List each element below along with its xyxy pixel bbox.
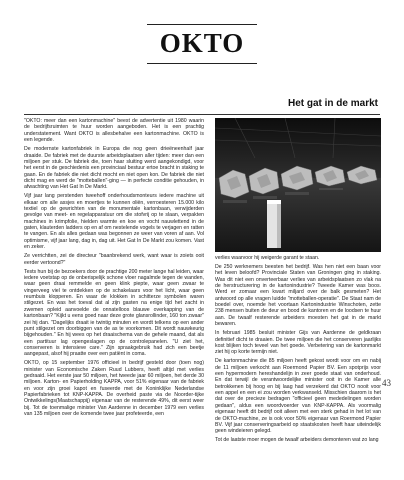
masthead-title: OKTO: [159, 28, 245, 58]
paragraph: In februari 1985 besluit minister Gijs van Aardenne de geldkraan definitief dicht te draaien. De twee miljoen die het conserveren jaarlijks kost blijken toch teveel van het goede. Verbetering van de kartonmarkt ziet hij op korte termijn niet.: [215, 330, 381, 356]
paragraph: OKTO, op 15 september 1976 officieel in bedrijf gesteld door (toen nog) minister van Economische Zaken Ruud Lubbers, heeft altijd met verlies gedraaid. Het eerste jaar 50 miljoen, het tweede jaar 60 miljoen, het derde 30 miljoen. Karton- en Papierholding KAPPA, voor 51% eigenaar van de fabriek en voor zijn groei kapot en fuseerde met de Koninklijke Nederlandse Papierfabrieken tot KNP-KAPPA. De overheid paste via de Noorder-tijke Ontwikkelings(Maatschappij) eigenaar van de resterende 49%, dit eerst weer bij. Tot de toenmalige minister Van Aardenne in december 1979 een verlies van 135 miljoen over de komende twee jaar profeteerde, een: [24, 360, 204, 418]
paragraph: Tot de laatste moer mogen de twaalf arbeiders demonteren wat zo lang: [215, 437, 379, 444]
article-right-column: [215, 264, 381, 470]
paragraph: Tests hun bij de bezoekers door de prachtige 200 meter lange hal leiden, waar iedere voetstap op de onberispelijk schone vloer nagalmde tegen de wanden, waar geen draai remmelde en geen klink piepte, waar geen zwaar te vingerveeg viel te ontdekken op de schakelaars voor het licht, waar geen reumbuis klopperen. En waar de klokken in schitterze symbolen waren stilgezet. En was het toeval dat al zijn gasten na enige tijd het zacht in zwemen opleid aanvoelde de onnatelloos blauwe overkapping van de kartonbaan? "Kijkt u eens goed naar deze grote glansrollinder, 160 ton zwaar" zei hij dan. "Dagelijks draait ie twintig minuten en wordt telkens op een ander punt stilgezet om doorbiggen van de as te voorkomen. Dit wordt nauwkeurig bijgehouden." En hij wees op het draaischema van de gehele maand, dat als een partituur lag opengeslagen op de controlepanelen. "U ziet het, conserveren is intensieve care." Zijn spraakgebruik had zich een beetje aangepast, alsof hij praatte over een patiënt in coma.: [24, 268, 204, 358]
masthead: [147, 24, 257, 64]
paragraph: "OKTO: meer dan een kartonmachine" beest de advertentie uit 1980 waarin de bedrijfsruimten te huur worden aangeboden. Het is een prachtig understatement. Want OKTO is allesbehalve een kartonmachine. OKTO is een legende.: [24, 118, 204, 144]
factory-hall-illustration: [215, 118, 381, 252]
paragraph: De modernste kartonfabriek in Europa die nog geen drieëneenhalf jaar draaide. De fabriek met de duurste arbeidsplaatsen aller tijden: meer dan een miljoen per stuk. De fabriek die, toen haar sluiting werd aangekondigd, voor het eerst in de geschiedenis een provinciaal bestuur ertoe bracht in staking te gaan. En de fabriek die niet dicht mocht en niet open kon. De fabriek die niet dicht mag en werd de "motteballen"-ging — in perfecte conditie gehouden, in afwachting van Het Gat In De Markt.: [24, 146, 204, 191]
article-headline: Het gat in de markt: [287, 98, 378, 109]
paragraph: De 250 werknemers beesten het bedrijf. Was hen niet een baan voor het leven beloofd? Provinciale Staten van Groningen ging in staking. Was dit niet een onverteerbaar verlies van arbeidsplaatsen zo vlak na de herstructurering in de kartonindustrie? Tweede Kamer was boos. Werd er zomaar een kwart miljard over de balk gesmeten? Het antwoord op alle vragen luidde "motteballen-operatie". De Staat nam de boedel over, noemde het voortaan Kartonindustrie Winschoten, zette 238 mensen buiten de deur en bood de kantoren en de loodsen te huur aan. De twaalf resterende arbeiders moesten het gat in de markt bewaren.: [215, 264, 381, 328]
article-rule: [24, 114, 380, 115]
factory-hall-photo: [215, 118, 381, 252]
masthead-top-rule: [147, 24, 257, 25]
page-number: 43: [382, 378, 391, 388]
paragraph: Vijf jaar lang perstenden tweehoff onderhoudsmonteurs iedere machine uit elkaar om alle assjes en moertjes te kunnen oliën, verroesteren 15.000 kilo textiel op de gewrichten van de monumentale kartonbaan, verwijderden gevolge van meet- en regelapparatuur om die stofvrij op te slaan, verpakten machines in krimpfolie, hielden warmte en koe en vocht nauwlettend in de gaten, klauterden ladders op en af om nestelende vogels te verjagen en ratten te vangen. En als alles gedaan was begonnen ze weer van voren af aan. Vol optimisme, vijf jaar lang, dag in, dag uit. Het Gat In De Markt zou komen. Vast en zeker.: [24, 193, 204, 251]
photo-caption: verlies waarvoor hij weigerde garant te staan.: [215, 255, 320, 261]
paragraph: Ze verrichtten, zei de directeur "baanbrekend werk, want waar is zoiets ooit eerder vertoond?": [24, 253, 204, 266]
masthead-bottom-rule: [147, 63, 257, 64]
paragraph: De kartonmachine die 85 miljoen heeft gekost wordt voor om en nabij de 11 miljoen verkocht aan Roermond Papier BV. Een spotprijs voor een hypermodern hereshandelijn in zeer goede staat van onderhoud. En dat terwijl de verantwoordelijke minister ooit in de Kamer alle betrokkenen bij hoog en bij laag had verzekerd dat OKTO nooit voor een appel en een ei zou worden verkwanseld. Misschien daarom is het dat over de precieze bedragen "officieel geen mededelingen worden gedaan", aldus een woordvoerder van KNP-KAPPA. Als voormalig eigenaar heeft dit bedrijf ooit alleen met een sterk gehad in het lot van de OKTO-machine, ze is ook voor 50% eigenaar van Roermond Papier BV. Vijf jaar conserveringsarbeid op staatskosten heeft haar uiteindelijk geen windeieren gelegd.: [215, 358, 381, 435]
article-left-column: [24, 118, 204, 470]
